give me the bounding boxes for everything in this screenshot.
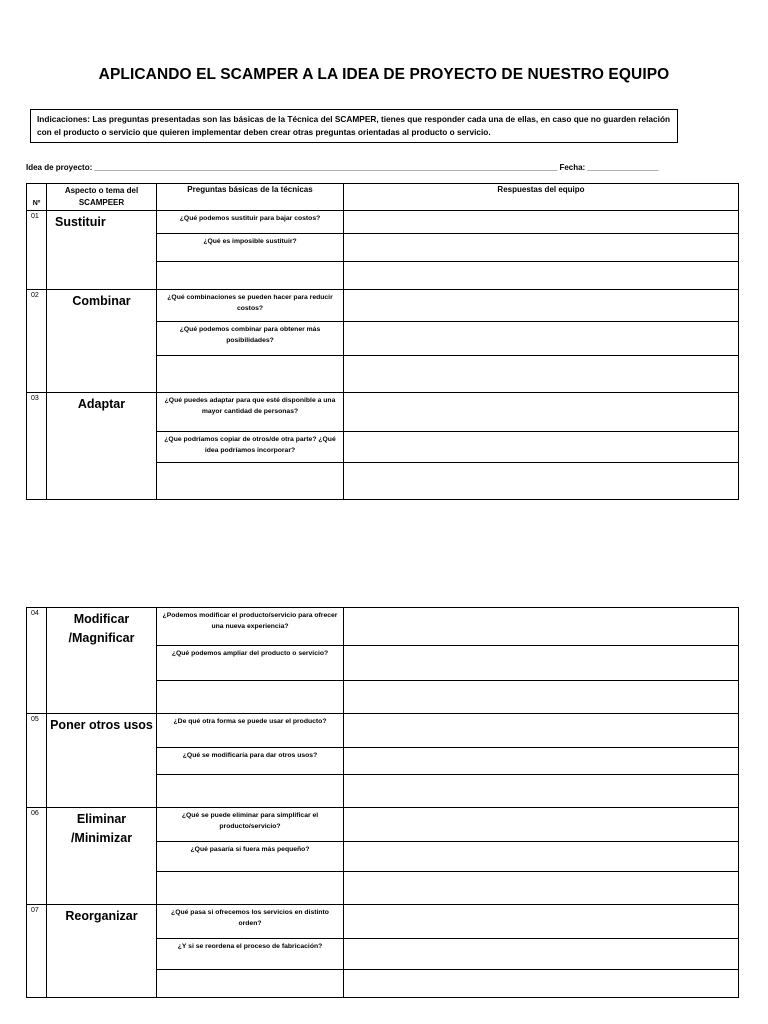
question-text: ¿Y si se reordena el proceso de fabricación? bbox=[157, 939, 344, 970]
question-blank[interactable] bbox=[157, 970, 344, 998]
header-num: Nº bbox=[27, 184, 47, 211]
project-idea-line bbox=[26, 163, 736, 172]
row-number: 06 bbox=[27, 808, 47, 905]
idea-label: Idea de proyecto: bbox=[26, 163, 93, 172]
answer-cell[interactable] bbox=[344, 432, 739, 463]
scamper-table-2 bbox=[26, 607, 739, 998]
scamper-table-1 bbox=[26, 183, 739, 500]
question-blank[interactable] bbox=[157, 775, 344, 808]
row-number: 03 bbox=[27, 393, 47, 500]
fecha-blank[interactable]: ________________ bbox=[587, 163, 659, 172]
aspect-label: Combinar bbox=[47, 290, 157, 393]
answer-cell[interactable] bbox=[344, 290, 739, 322]
table-row bbox=[27, 808, 739, 842]
answer-cell[interactable] bbox=[344, 872, 739, 905]
aspect-label: Reorganizar bbox=[47, 905, 157, 998]
question-blank[interactable] bbox=[157, 872, 344, 905]
header-answers: Respuestas del equipo bbox=[344, 184, 739, 211]
page-title: APLICANDO EL SCAMPER A LA IDEA DE PROYECTO DE NUESTRO EQUIPO bbox=[98, 66, 670, 83]
answer-cell[interactable] bbox=[344, 808, 739, 842]
question-blank[interactable] bbox=[157, 681, 344, 714]
answer-cell[interactable] bbox=[344, 356, 739, 393]
table-row bbox=[27, 905, 739, 939]
answer-cell[interactable] bbox=[344, 905, 739, 939]
aspect-label: Poner otros usos bbox=[47, 714, 157, 808]
question-text: ¿De qué otra forma se puede usar el producto? bbox=[157, 714, 344, 748]
question-text: ¿Que podríamos copiar de otros/de otra parte? ¿Qué idea podríamos incorporar? bbox=[157, 432, 344, 463]
question-text: ¿Qué combinaciones se pueden hacer para reducir costos? bbox=[157, 290, 344, 322]
question-text: ¿Qué puedes adaptar para que esté disponible a una mayor cantidad de personas? bbox=[157, 393, 344, 432]
fecha-label: Fecha: bbox=[559, 163, 586, 172]
row-number: 07 bbox=[27, 905, 47, 998]
question-blank[interactable] bbox=[157, 356, 344, 393]
header-questions: Preguntas básicas de la técnicas bbox=[157, 184, 344, 211]
table-row bbox=[27, 211, 739, 234]
question-text: ¿Qué pasa si ofrecemos los servicios en distinto orden? bbox=[157, 905, 344, 939]
table-row bbox=[27, 290, 739, 322]
question-text: ¿Qué se puede eliminar para simplificar el producto/servicio? bbox=[157, 808, 344, 842]
answer-cell[interactable] bbox=[344, 234, 739, 262]
row-number: 02 bbox=[27, 290, 47, 393]
question-blank[interactable] bbox=[157, 463, 344, 500]
table-header-row bbox=[27, 184, 739, 211]
answer-cell[interactable] bbox=[344, 463, 739, 500]
question-text: ¿Qué podemos combinar para obtener más posibilidades? bbox=[157, 322, 344, 356]
header-aspect: Aspecto o tema del SCAMPEER bbox=[47, 184, 157, 211]
question-blank[interactable] bbox=[157, 262, 344, 290]
row-number: 01 bbox=[27, 211, 47, 290]
row-number: 04 bbox=[27, 608, 47, 714]
table-row bbox=[27, 393, 739, 432]
row-number: 05 bbox=[27, 714, 47, 808]
answer-cell[interactable] bbox=[344, 211, 739, 234]
answer-cell[interactable] bbox=[344, 939, 739, 970]
instructions-box: Indicaciones: Las preguntas presentadas son las básicas de la Técnica del SCAMPER, tienes que responder cada una de ellas, en caso que no guarden relación con el producto o servicio que quieren implementar deben crear otras preguntas orientadas al producto o servicio. bbox=[30, 109, 678, 143]
aspect-label: Adaptar bbox=[47, 393, 157, 500]
answer-cell[interactable] bbox=[344, 393, 739, 432]
answer-cell[interactable] bbox=[344, 714, 739, 748]
question-text: ¿Qué es imposible sustituir? bbox=[157, 234, 344, 262]
answer-cell[interactable] bbox=[344, 608, 739, 646]
aspect-label: Modificar /Magnificar bbox=[47, 608, 157, 714]
aspect-label: Eliminar /Minimizar bbox=[47, 808, 157, 905]
answer-cell[interactable] bbox=[344, 262, 739, 290]
question-text: ¿Qué podemos ampliar del producto o servicio? bbox=[157, 646, 344, 681]
answer-cell[interactable] bbox=[344, 970, 739, 998]
answer-cell[interactable] bbox=[344, 681, 739, 714]
idea-blank[interactable]: ________________________________________________________________________________________________________ bbox=[94, 163, 558, 172]
answer-cell[interactable] bbox=[344, 842, 739, 872]
question-text: ¿Qué se modificaría para dar otros usos? bbox=[157, 748, 344, 775]
table-row bbox=[27, 608, 739, 646]
question-text: ¿Qué podemos sustituir para bajar costos? bbox=[157, 211, 344, 234]
aspect-label: Sustituir bbox=[47, 211, 157, 290]
answer-cell[interactable] bbox=[344, 748, 739, 775]
question-text: ¿Podemos modificar el producto/servicio para ofrecer una nueva experiencia? bbox=[157, 608, 344, 646]
table-row bbox=[27, 714, 739, 748]
answer-cell[interactable] bbox=[344, 775, 739, 808]
answer-cell[interactable] bbox=[344, 646, 739, 681]
question-text: ¿Qué pasaría si fuera más pequeño? bbox=[157, 842, 344, 872]
answer-cell[interactable] bbox=[344, 322, 739, 356]
